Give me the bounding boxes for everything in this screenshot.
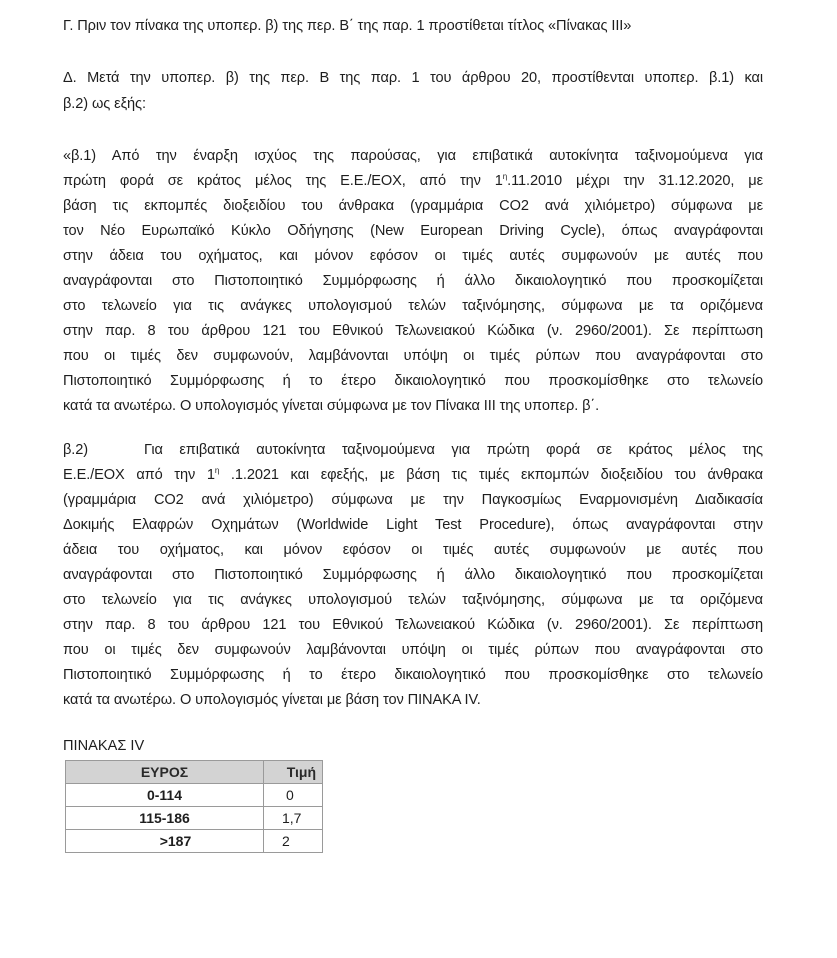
b2-line: άδεια του οχήματος, και μόνον εφόσον οι τιμές αυτές συμφωνούν με αυτές που: [63, 542, 763, 558]
b1-text: .11.2010 μέχρι την 31.12.2020, με: [507, 173, 763, 189]
cell-value: 0: [264, 784, 323, 807]
cell-range: >187: [66, 830, 264, 853]
b2-text: Ε.Ε./ΕΟΧ από την 1: [63, 467, 215, 483]
b2-line: [63, 440, 763, 460]
b1-line: [63, 171, 763, 191]
b1-line: που οι τιμές δεν συμφωνούν, λαμβάνονται υπόψη οι τιμές ρύπων που αναγράφονται στο: [63, 348, 763, 364]
header-value: Τιμή: [264, 761, 323, 784]
b2-line: [63, 465, 763, 485]
b1-line: αναγράφονται στο Πιστοποιητικό Συμμόρφωσης ή άλλο δικαιολογητικό που προσκομίζεται: [63, 273, 763, 289]
b2-line: που οι τιμές δεν συμφωνούν λαμβάνονται υπόψη οι τιμές ρύπων που αναγράφονται στο: [63, 642, 763, 658]
cell-value: 2: [264, 830, 323, 853]
superscript: η: [502, 172, 508, 181]
b2-line: (γραμμάρια CO2 ανά χιλιόμετρο) σύμφωνα με την Παγκοσμίως Εναρμονισμένη Διαδικασία: [63, 492, 763, 508]
b1-line: κατά τα ανωτέρω. Ο υπολογισμός γίνεται σύμφωνα με τον Πίνακα ΙΙΙ της υποπερ. β΄.: [63, 398, 600, 414]
b1-line: «β.1) Από την έναρξη ισχύος της παρούσας, για επιβατικά αυτοκίνητα ταξινομούμενα για: [63, 148, 763, 164]
table-title: ΠΙΝΑΚΑΣ IV: [63, 738, 145, 754]
b1-line: στην άδεια του οχήματος, και μόνον εφόσον οι τιμές αυτές συμφωνούν με αυτές που: [63, 248, 763, 264]
b2-line: Πιστοποιητικό Συμμόρφωσης ή το έτερο δικαιολογητικό που προσκομίσθηκε στο τελωνείο: [63, 667, 763, 683]
b2-line: αναγράφονται στο Πιστοποιητικό Συμμόρφωσης ή άλλο δικαιολογητικό που προσκομίζεται: [63, 567, 763, 583]
paragraph-g: Γ. Πριν τον πίνακα της υποπερ. β) της περ. Β΄ της παρ. 1 προστίθεται τίτλος «Πίνακας ΙΙΙ»: [63, 18, 632, 34]
b2-text: .1.2021 και εφεξής, με βάση τις τιμές εκπομπών διοξειδίου του άνθρακα: [219, 467, 763, 483]
table-row: [66, 830, 323, 853]
table-row: [66, 807, 323, 830]
b2-line: στην παρ. 8 του άρθρου 121 του Εθνικού Τελωνειακού Κώδικα (ν. 2960/2001). Σε περίπτωση: [63, 617, 763, 633]
b2-line: στο τελωνείο για τις ανάγκες υπολογισμού τελών ταξινόμησης, σύμφωνα με τα οριζόμενα: [63, 592, 763, 608]
b2-line: Δοκιμής Ελαφρών Οχημάτων (Worldwide Light Test Procedure), όπως αναγράφονται στην: [63, 517, 763, 533]
b2-text: Για επιβατικά αυτοκίνητα ταξινομούμενα για πρώτη φορά σε κράτος μέλος της: [144, 442, 763, 458]
b1-line: τον Νέο Ευρωπαϊκό Κύκλο Οδήγησης (New European Driving Cycle), όπως αναγράφονται: [63, 223, 763, 239]
b1-line: Πιστοποιητικό Συμμόρφωσης ή το έτερο δικαιολογητικό που προσκομίσθηκε στο τελωνείο: [63, 373, 763, 389]
b1-line: στο τελωνείο για τις ανάγκες υπολογισμού τελών ταξινόμησης, σύμφωνα με τα οριζόμενα: [63, 298, 763, 314]
header-range: ΕΥΡΟΣ: [66, 761, 264, 784]
b2-line: κατά τα ανωτέρω. Ο υπολογισμός γίνεται με βάση τον ΠΙΝΑΚΑ IV.: [63, 692, 481, 708]
b1-line: στην παρ. 8 του άρθρου 121 του Εθνικού Τελωνειακού Κώδικα (ν. 2960/2001). Σε περίπτωση: [63, 323, 763, 339]
b1-text: πρώτη φορά σε κράτος μέλος της Ε.Ε./ΕΟΧ, από την 1: [63, 173, 503, 189]
paragraph-d-line-2: β.2) ως εξής:: [63, 96, 146, 112]
table-header-row: [66, 761, 323, 784]
b1-line: βάση τις εκπομπές διοξειδίου του άνθρακα (γραμμάρια CO2 ανά χιλιόμετρο) σύμφωνα με: [63, 198, 763, 214]
table-iv: [65, 760, 323, 853]
cell-range: 115-186: [66, 807, 264, 830]
b2-label: β.2): [63, 442, 89, 458]
cell-value: 1,7: [264, 807, 323, 830]
paragraph-d-line-1: Δ. Μετά την υποπερ. β) της περ. Β της παρ. 1 του άρθρου 20, προστίθενται υποπερ. β.1) και: [63, 70, 763, 86]
cell-range: 0-114: [66, 784, 264, 807]
superscript: η: [214, 466, 220, 475]
table-row: [66, 784, 323, 807]
